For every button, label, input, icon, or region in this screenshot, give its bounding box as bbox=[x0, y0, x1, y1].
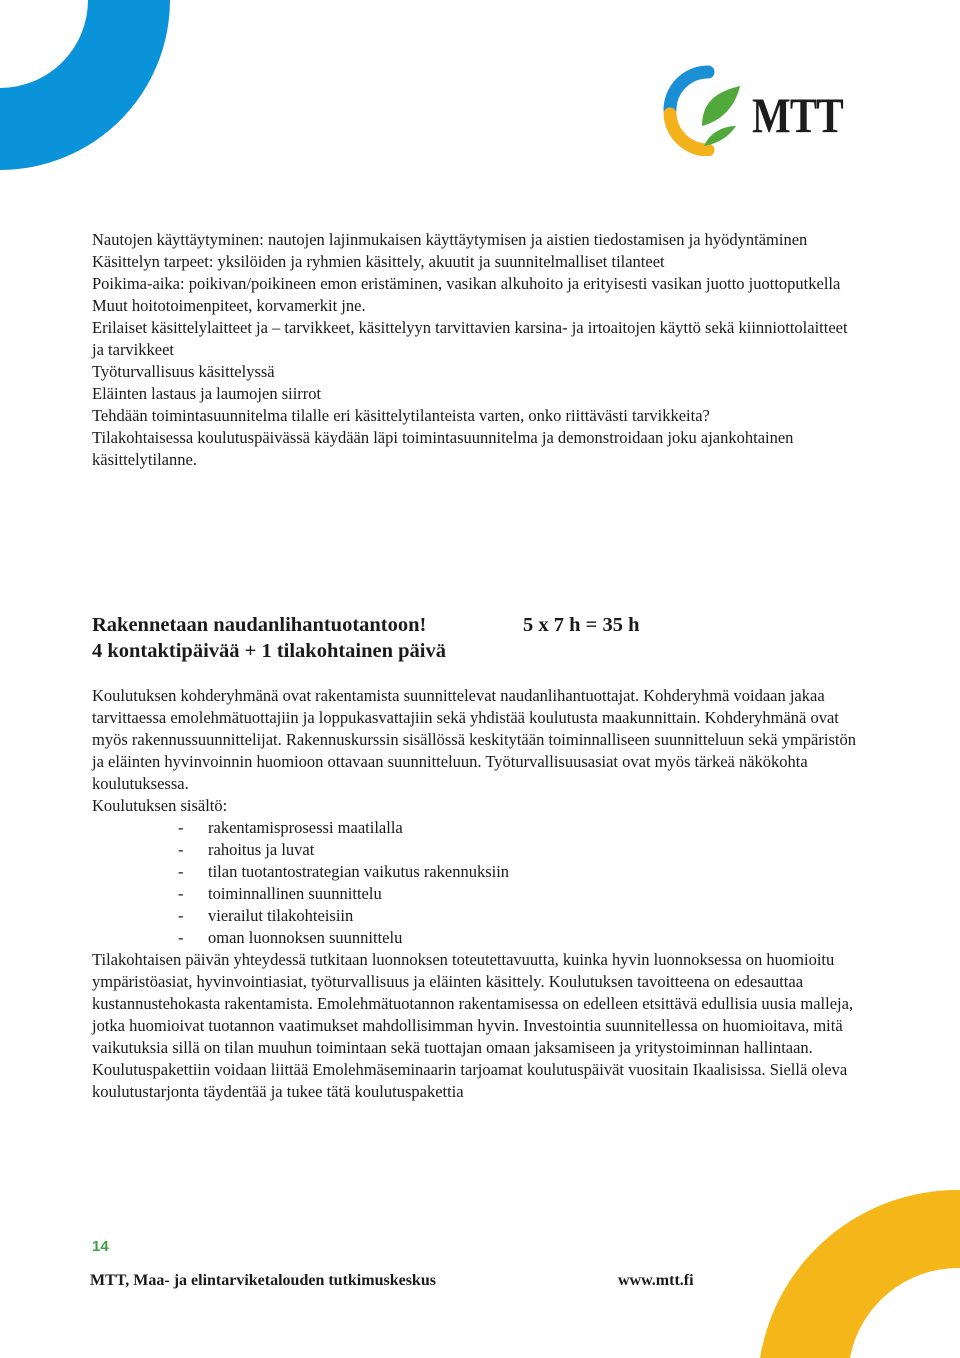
paragraph: Tilakohtaisessa koulutuspäivässä käydään läpi toimintasuunnitelma ja demonstroidaan joku ajankohtainen käsittelytilanne. bbox=[92, 428, 794, 469]
paragraph: Tilakohtaisen päivän yhteydessä tutkitaan luonnoksen toteutettavuutta, kuinka hyvin luonnoksessa on huomioitu ympäristöasiat, hyvinvointiasiat, työturvallisuus ja eläinten käsittely. Koulutuksen tavoitteena on edesauttaa kustannustehokasta rakentamista. Emolehmätuotannon rakentamisessa on edelleen etsittävä edullisia uusia malleja, jotka huomioivat tuotannon vaatimukset mahdollisimman hyvin. Investointia suunnitellessa on huomioitava, mitä vaikutuksia sillä on tilan muuhun toimintaan sekä tuottajan omaan jaksamiseen ja yritystoiminnan hallintaan. bbox=[92, 950, 854, 1057]
list-item-text: rahoitus ja luvat bbox=[208, 840, 315, 859]
paragraph: Tehdään toimintasuunnitelma tilalle eri käsittelytilanteista varten, onko riittävästi tarvikkeita? bbox=[92, 406, 710, 425]
paragraph: Nautojen käyttäytyminen: nautojen lajinmukaisen käyttäytymisen ja aistien tiedostamisen ja hyödyntäminen bbox=[92, 230, 808, 249]
contents-label: Koulutuksen sisältö: bbox=[92, 796, 228, 815]
list-item-text: oman luonnoksen suunnittelu bbox=[208, 928, 403, 947]
list-dash: - bbox=[178, 862, 184, 881]
list-item bbox=[92, 839, 862, 861]
page-number: 14 bbox=[92, 1238, 109, 1255]
list-item-text: vierailut tilakohteisiin bbox=[208, 906, 354, 925]
course-title: Rakennetaan naudanlihantuotantoon! bbox=[92, 614, 427, 636]
list-item bbox=[92, 927, 862, 949]
list-dash: - bbox=[178, 818, 184, 837]
paragraph: Koulutuspakettiin voidaan liittää Emolehmäseminaarin tarjoamat koulutuspäivät vuositain Ikaalisissa. Siellä oleva koulutustarjonta täydentää ja tukee tätä koulutuspakettia bbox=[92, 1060, 848, 1101]
mtt-logo-mark-icon bbox=[662, 64, 752, 156]
paragraph: Erilaiset käsittelylaitteet ja – tarvikkeet, käsittelyyn tarvittavien karsina- ja irtoaitojen käyttö sekä kiinniottolaitteet ja tarvikkeet bbox=[92, 318, 848, 359]
contents-list bbox=[92, 817, 862, 949]
list-dash: - bbox=[178, 906, 184, 925]
list-dash: - bbox=[178, 928, 184, 947]
section-handling-topics bbox=[92, 229, 862, 471]
footer-website-link[interactable]: www.mtt.fi bbox=[618, 1272, 694, 1289]
list-item-text: tilan tuotantostrategian vaikutus rakennuksiin bbox=[208, 862, 510, 881]
list-item bbox=[92, 905, 862, 927]
list-item bbox=[92, 861, 862, 883]
paragraph: Eläinten lastaus ja laumojen siirrot bbox=[92, 384, 322, 403]
list-item bbox=[92, 883, 862, 905]
list-dash: - bbox=[178, 840, 184, 859]
course-subtitle: 4 kontaktipäivää + 1 tilakohtainen päivä bbox=[92, 640, 446, 662]
paragraph: Työturvallisuus käsittelyssä bbox=[92, 362, 275, 381]
intro-paragraph: Koulutuksen kohderyhmänä ovat rakentamista suunnittelevat naudanlihantuottajat. Kohderyhmä voidaan jakaa tarvittaessa emolehmätuottajiin ja loppukasvattajiin sekä yhdistää koulutusta maakunnittain. Kohderyhmänä ovat myös rakennussuunnittelijat. Rakennuskurssin sisällössä keskitytään toiminnalliseen suunnitteluun sekä ympäristön ja eläinten hyvinvoinnin huomioon ottavaan suunnitteluun. Työturvallisuusasiat ovat myös tärkeä näkökohta koulutuksessa. bbox=[92, 686, 856, 793]
footer-organization: MTT, Maa- ja elintarviketalouden tutkimuskeskus bbox=[90, 1272, 436, 1289]
section-building-course bbox=[92, 685, 862, 1103]
logo-text: MTT bbox=[752, 87, 843, 143]
list-item bbox=[92, 817, 862, 839]
mtt-logo bbox=[662, 64, 858, 156]
paragraph: Käsittelyn tarpeet: yksilöiden ja ryhmien käsittely, akuutit ja suunnitelmalliset tilanteet bbox=[92, 252, 665, 271]
course-hours: 5 x 7 h = 35 h bbox=[523, 614, 640, 636]
list-item-text: toiminnallinen suunnittelu bbox=[208, 884, 382, 903]
paragraph: Poikima-aika: poikivan/poikineen emon eristäminen, vasikan alkuhoito ja erityisesti vasikan juotto juottoputkella bbox=[92, 274, 841, 293]
course-heading bbox=[92, 612, 446, 664]
list-dash: - bbox=[178, 884, 184, 903]
list-item-text: rakentamisprosessi maatilalla bbox=[208, 818, 403, 837]
paragraph: Muut hoitotoimenpiteet, korvamerkit jne. bbox=[92, 296, 366, 315]
